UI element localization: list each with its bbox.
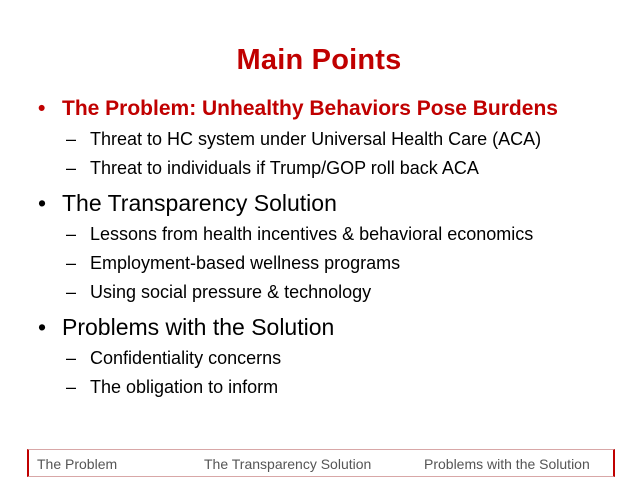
sub-bullet-marker: – [66,282,77,302]
bullet-text: The Problem: Unhealthy Behaviors Pose Burdens [62,97,558,120]
bullet-marker: • [38,97,46,120]
sub-bullet [66,154,628,183]
footer-item-problems-with-solution: Problems with the Solution [424,456,590,472]
sub-bullet-text: Using social pressure & technology [90,282,372,302]
bullet-marker: • [38,314,47,340]
bullet-transparency-solution [38,187,628,220]
footer-item-the-problem: The Problem [37,456,118,472]
sub-bullet [66,249,628,278]
sub-bullet-marker: – [66,253,77,273]
sub-bullet [66,278,628,307]
slide-title: Main Points [236,44,402,76]
sub-bullet-text: The obligation to inform [90,377,279,397]
sub-bullet [66,344,628,373]
bullet-problems-with-solution [38,311,628,344]
sub-bullet [66,125,628,154]
bullet-marker: • [38,190,47,216]
sub-bullet-marker: – [66,129,77,149]
sub-bullet-text: Confidentiality concerns [90,348,282,368]
sub-bullet-text: Threat to HC system under Universal Health Care (ACA) [90,129,542,149]
bullet-list [38,92,628,402]
bullet-text: The Transparency Solution [62,190,337,216]
sub-bullet-text: Lessons from health incentives & behavioral economics [90,224,534,244]
sub-bullet [66,220,628,249]
bullet-text: Problems with the Solution [62,314,335,340]
footer-item-transparency-solution: The Transparency Solution [204,456,372,472]
bullet-problem [38,92,628,125]
sub-bullet [66,373,628,402]
sub-bullet-text: Threat to individuals if Trump/GOP roll back ACA [90,158,479,178]
sub-bullet-marker: – [66,224,77,244]
footer-nav [27,449,615,477]
sub-bullet-marker: – [66,348,77,368]
sub-bullet-marker: – [66,377,77,397]
sub-bullet-text: Employment-based wellness programs [90,253,401,273]
sub-bullet-marker: – [66,158,77,178]
